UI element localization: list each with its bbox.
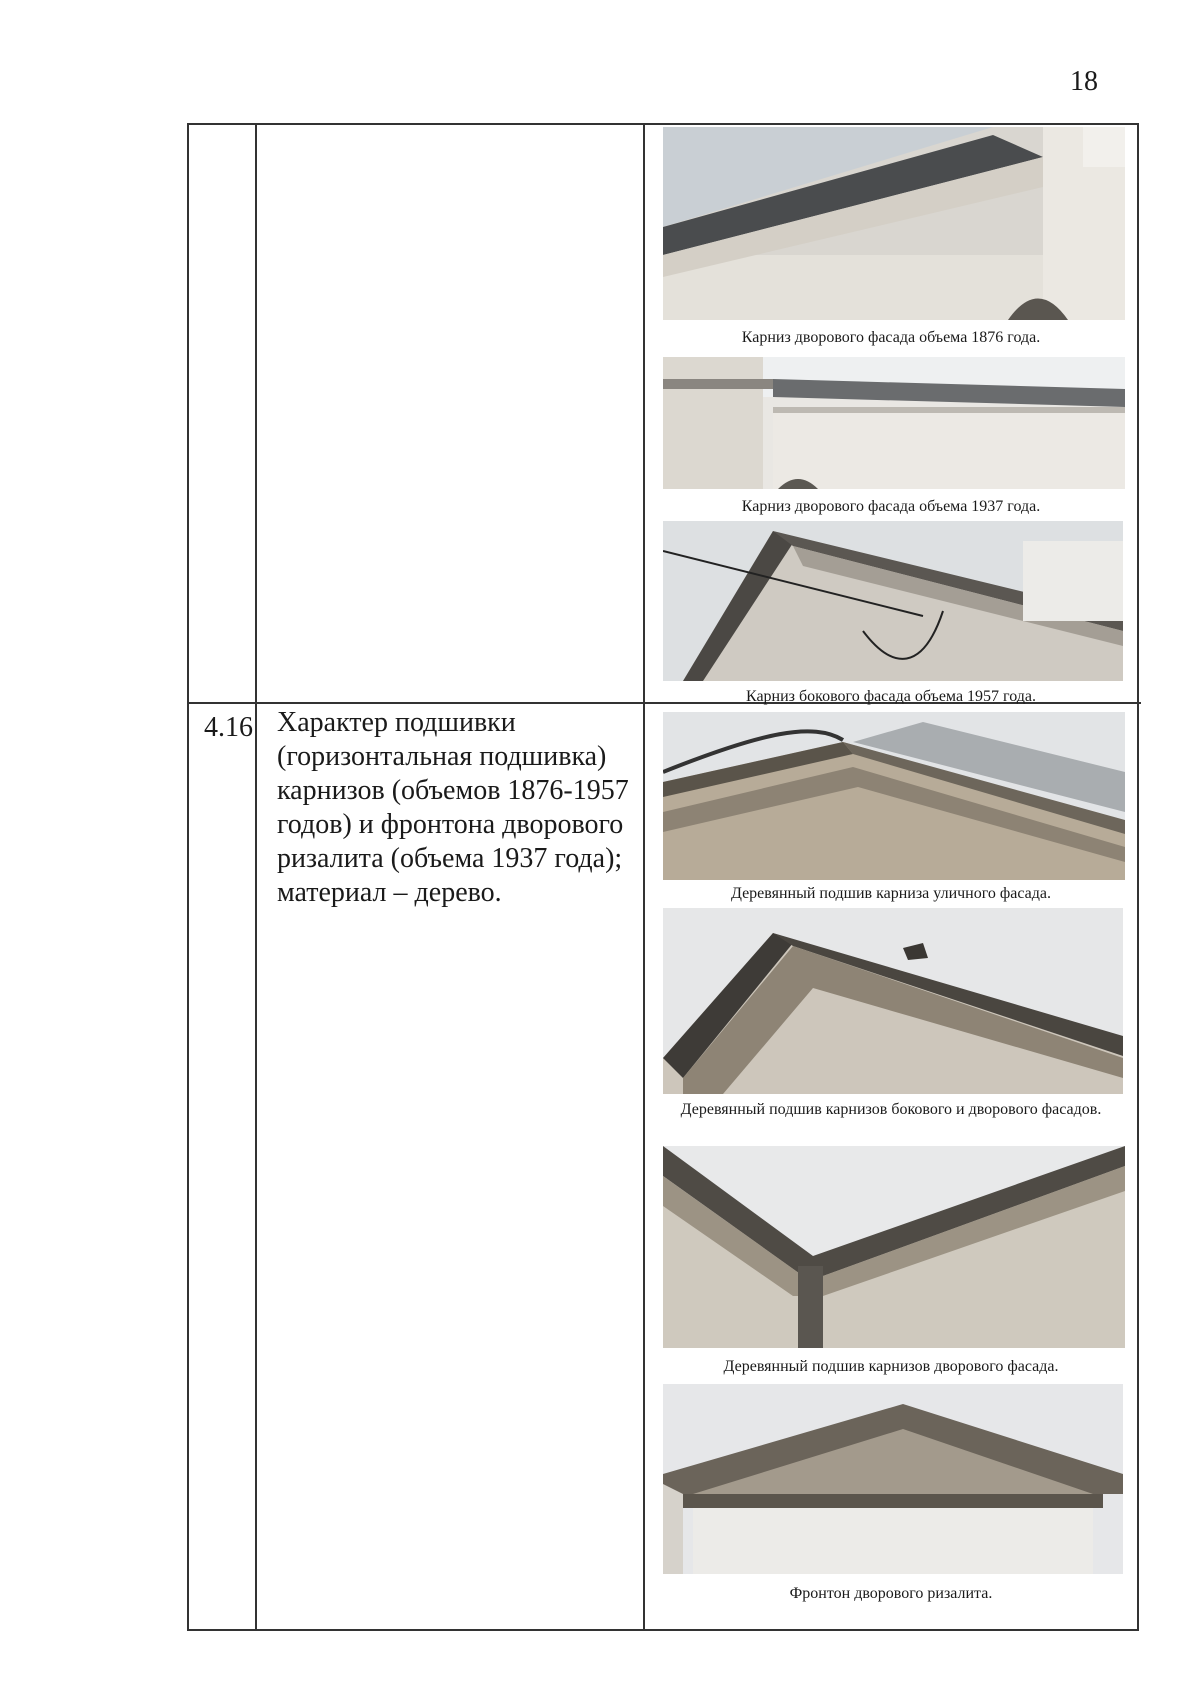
page-number: 18: [1070, 66, 1098, 97]
row-number: 4.16: [204, 712, 253, 743]
photo-caption: Карниз дворового фасада объема 1937 года.: [741, 498, 1041, 515]
photo-side-courtyard-soffit: [663, 908, 1123, 1094]
photo-caption: Деревянный подшив карнизов дворового фасада.: [723, 1358, 1059, 1375]
photo-street-facade-soffit: [663, 712, 1125, 880]
photo-cornice-1937: [663, 357, 1125, 489]
photo-courtyard-soffit: [663, 1146, 1125, 1348]
photo-caption: Деревянный подшив карнизов бокового и дворового фасадов.: [680, 1101, 1102, 1118]
row-description: Характер подшивки (горизонтальная подшивка) карнизов (объемов 1876-1957 годов) и фронтона дворового ризалита (объема 1937 года); материал – дерево.: [277, 707, 629, 908]
photo-caption: Карниз бокового фасада объема 1957 года.: [745, 688, 1036, 705]
photo-caption: Деревянный подшив карниза уличного фасада.: [730, 885, 1052, 902]
photo-risalit-pediment: [663, 1384, 1123, 1574]
photo-cornice-1957: [663, 521, 1123, 681]
photo-caption: Карниз дворового фасада объема 1876 года.: [741, 329, 1041, 346]
photo-cornice-1876: [663, 127, 1125, 320]
column-divider: [255, 125, 257, 1629]
photo-caption: Фронтон дворового ризалита.: [789, 1585, 993, 1602]
